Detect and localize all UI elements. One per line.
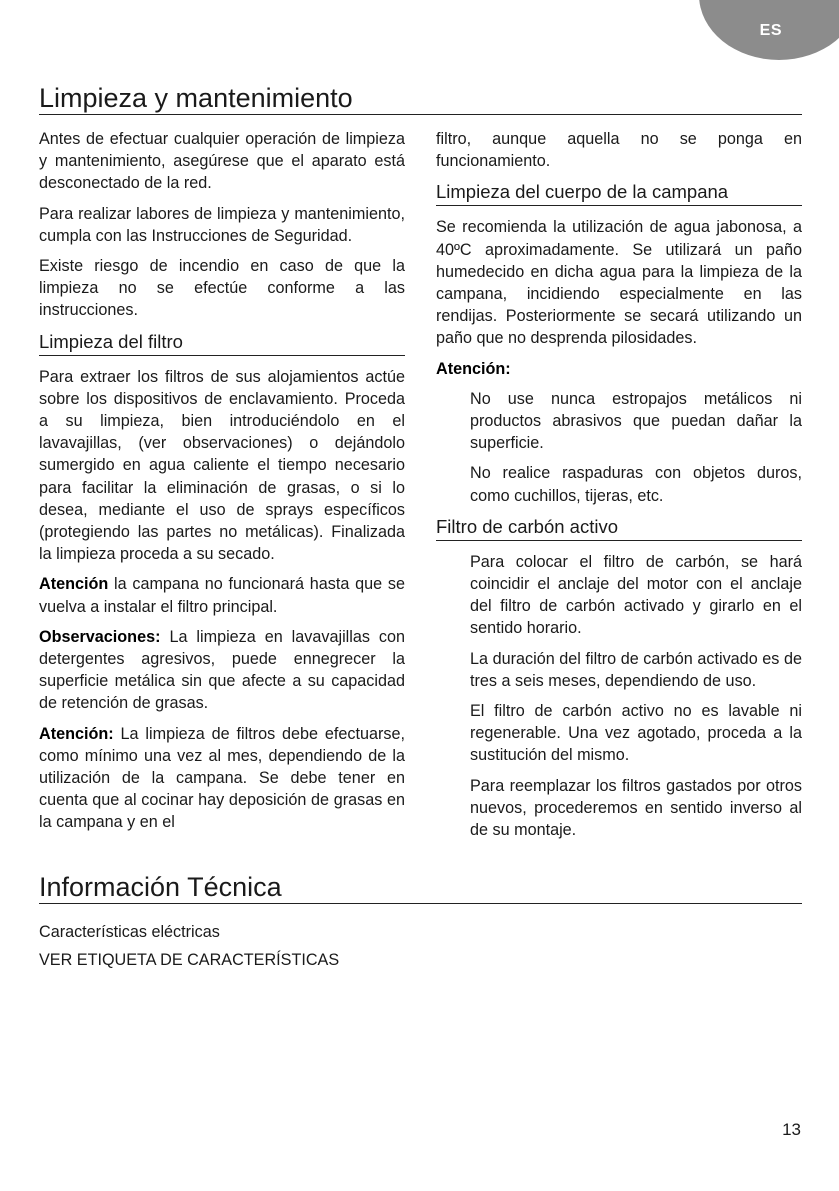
section-title-technical: Información Técnica (39, 871, 802, 904)
continuation-paragraph: filtro, aunque aquella no se ponga en funcionamiento. (436, 130, 802, 171)
observations-text: La limpieza en lavavajillas con detergentes agresivos, puede ennegrecer la superficie metálica sin que afecte a su capacidad de retención de grasas. (39, 627, 406, 713)
hood-body-cleaning-text: Se recomienda la utilización de agua jabonosa, a 40ºC aproximadamente. Se utilizará un paño humedecido en dicha agua para la limpieza de la campana, incidiendo especialmente en las rendijas. Posteriormente se secará utilizando un paño que no desprenda pilosidades. (436, 218, 802, 348)
electrical-characteristics: Características eléctricas (39, 923, 220, 941)
left-column (39, 128, 405, 842)
attention-note-1 (39, 573, 405, 617)
technical-info (39, 921, 339, 977)
filter-cleaning-text: Para extraer los filtros de sus alojamientos actúe sobre los dispositivos de enclavamiento. Proceda a su limpieza, bien introduciéndolo en el lavavajillas, (ver observaciones) o dejándolo sumergido en agua caliente el tiempo necesario para facilitar la eliminación de grasas, o si lo desea, mediante el uso de sprays específicos (protegiendo las partes no metálicas). Finalizada la limpieza proceda a su secado. (39, 367, 405, 564)
attention-note-2 (39, 723, 405, 834)
attention-label-2: Atención: (39, 724, 114, 743)
filter-cleaning-heading: Limpieza del filtro (39, 330, 405, 356)
intro-paragraph-1: Antes de efectuar cualquier operación de limpieza y mantenimiento, asegúrese que el aparato está desconectado de la red. (39, 130, 405, 193)
carbon-item-4: Para reemplazar los filtros gastados por otros nuevos, procederemos en sentido inverso al de su montaje. (470, 776, 802, 840)
intro-paragraph-2: Para realizar labores de limpieza y mantenimiento, cumpla con las Instrucciones de Seguridad. (39, 204, 405, 245)
carbon-item-3: El filtro de carbón activo no es lavable ni regenerable. Una vez agotado, proceda a la sustitución del mismo. (470, 702, 802, 765)
see-label-text: VER ETIQUETA DE CARACTERÍSTICAS (39, 951, 340, 969)
language-label: ES (759, 22, 782, 39)
attention-text-1: la campana no funcionará hasta que se vuelva a instalar el filtro principal. (39, 575, 405, 616)
attention-heading: Atención: (436, 359, 511, 378)
observations-note (39, 626, 405, 715)
attention-text-2: La limpieza de filtros debe efectuarse, como mínimo una vez al mes, dependiendo de la utilización de la campana. Se debe tener en cuenta que al cocinar hay deposición de grasas en la campana y en el (39, 724, 405, 832)
hood-body-cleaning-heading: Limpieza del cuerpo de la campana (436, 180, 802, 206)
right-column (436, 128, 802, 849)
intro-paragraph-3: Existe riesgo de incendio en caso de que la limpieza no se efectúe conforme a las instrucciones. (39, 257, 405, 320)
carbon-filter-heading: Filtro de carbón activo (436, 515, 802, 541)
page-number: 13 (782, 1120, 801, 1139)
carbon-item-1: Para colocar el filtro de carbón, se hará coincidir el anclaje del motor con el anclaje del filtro de carbón activado y girarlo en el sentido horario. (470, 552, 802, 638)
section-title-cleaning: Limpieza y mantenimiento (39, 82, 802, 115)
attention-item-2: No realice raspaduras con objetos duros, como cuchillos, tijeras, etc. (470, 464, 802, 505)
attention-item-1: No use nunca estropajos metálicos ni productos abrasivos que puedan dañar la superficie. (470, 389, 802, 453)
observations-label: Observaciones: (39, 627, 161, 646)
attention-label-1: Atención (39, 575, 109, 594)
carbon-item-2: La duración del filtro de carbón activado es de tres a seis meses, dependiendo de uso. (470, 649, 802, 690)
